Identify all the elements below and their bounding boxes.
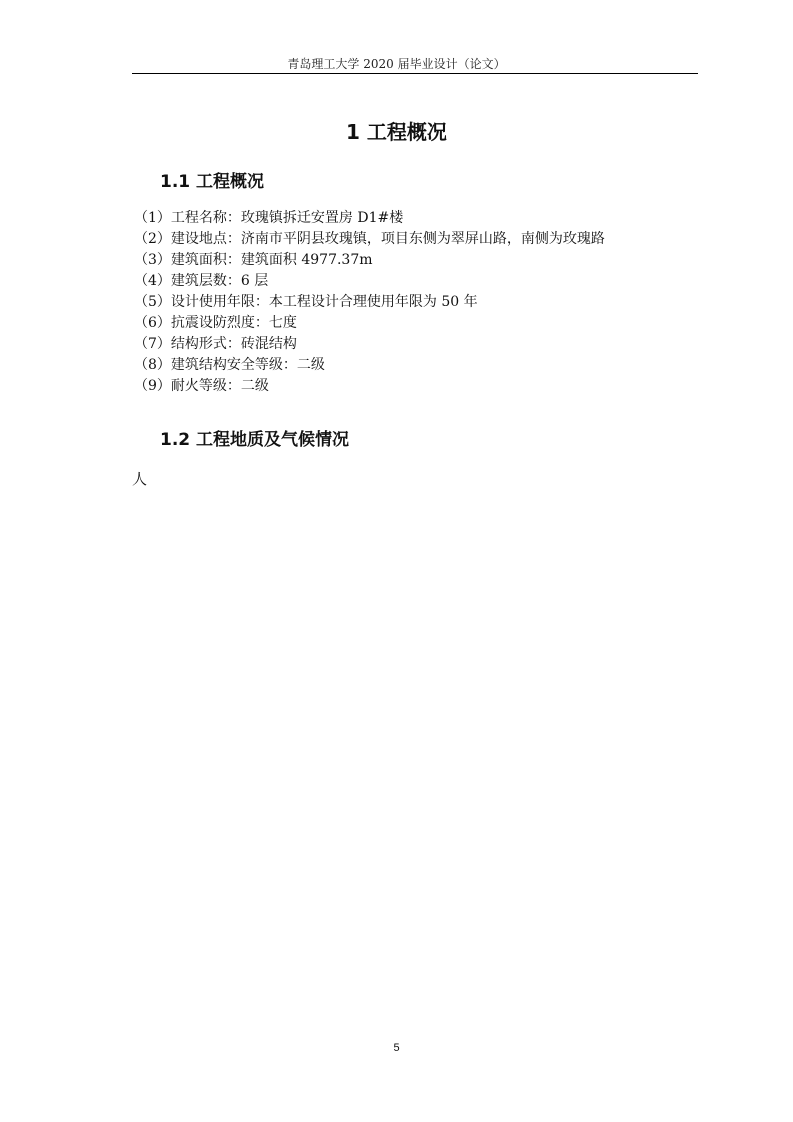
section-title-1-2: 1.2 工程地质及气候情况	[160, 430, 350, 450]
header-divider	[132, 73, 698, 74]
list-item: （7）结构形式：砖混结构	[134, 336, 297, 352]
project-overview-list	[134, 208, 605, 397]
page-number: 5	[393, 1042, 400, 1054]
list-item: （8）建筑结构安全等级：二级	[134, 357, 325, 373]
list-item: （1）工程名称：玫瑰镇拆迁安置房 D1#楼	[134, 210, 404, 226]
list-item: （5）设计使用年限：本工程设计合理使用年限为 50 年	[134, 294, 478, 310]
page-header: 青岛理工大学 2020 届毕业设计（论文）	[287, 57, 506, 71]
list-item: （3）建筑面积：建筑面积 4977.37m	[134, 252, 373, 268]
body-paragraph: 人	[132, 470, 148, 488]
chapter-title: 1 工程概况	[346, 120, 447, 144]
list-item: （4）建筑层数：6 层	[134, 273, 269, 289]
section-title-1-1: 1.1 工程概况	[160, 172, 265, 192]
list-item: （9）耐火等级：二级	[134, 378, 269, 394]
list-item: （6）抗震设防烈度：七度	[134, 315, 297, 331]
list-item: （2）建设地点：济南市平阴县玫瑰镇，项目东侧为翠屏山路，南侧为玫瑰路	[134, 231, 605, 247]
